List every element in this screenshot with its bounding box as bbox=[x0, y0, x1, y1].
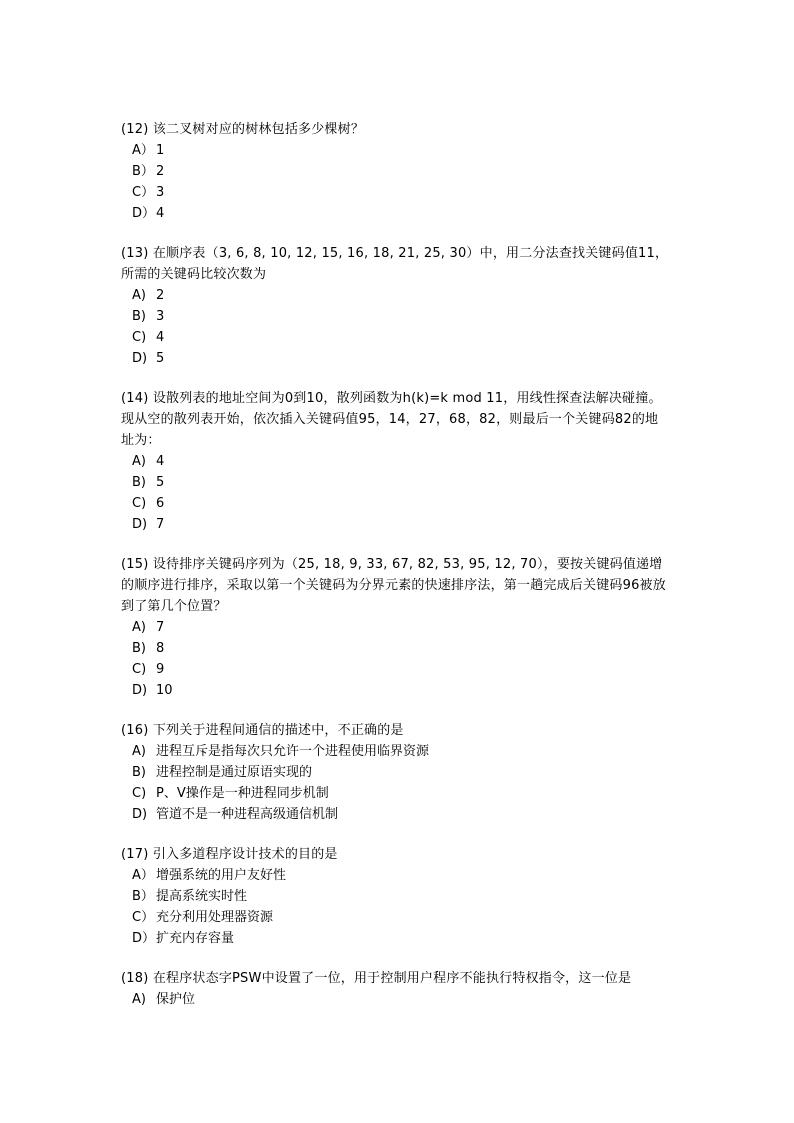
option-letter: D) bbox=[132, 517, 148, 532]
option-c bbox=[132, 907, 669, 928]
option-text: 4 bbox=[156, 454, 165, 469]
option-c bbox=[132, 659, 669, 680]
option-a bbox=[132, 865, 669, 886]
question-stem: (15) 设待排序关键码序列为（25, 18, 9, 33, 67, 82, 53, 95, 12, 70），要按关键码值递增的顺序进行排序，采取以第一个关键码为分界元素的快速排序法，第一趟完成后关键码96被放到了第几个位置？ bbox=[121, 557, 666, 614]
option-c bbox=[132, 182, 669, 203]
option-b bbox=[132, 886, 669, 907]
option-letter: B) bbox=[132, 765, 146, 780]
option-letter: C) bbox=[132, 330, 147, 345]
option-list bbox=[121, 617, 669, 701]
question-14 bbox=[121, 388, 669, 535]
option-a bbox=[132, 285, 669, 306]
option-list bbox=[121, 285, 669, 369]
option-text: 1 bbox=[156, 143, 165, 158]
option-text: 进程控制是通过原语实现的 bbox=[156, 765, 313, 780]
option-text: 6 bbox=[156, 496, 165, 511]
option-letter: A） bbox=[132, 868, 154, 883]
question-15 bbox=[121, 554, 669, 701]
option-letter: A） bbox=[132, 143, 154, 158]
option-text: 2 bbox=[156, 288, 165, 303]
option-a bbox=[132, 989, 669, 1010]
option-text: 4 bbox=[156, 206, 165, 221]
option-text: 10 bbox=[156, 683, 173, 698]
option-text: 7 bbox=[156, 517, 165, 532]
option-letter: D) bbox=[132, 351, 148, 366]
option-letter: C) bbox=[132, 786, 147, 801]
option-text: 8 bbox=[156, 641, 165, 656]
option-list bbox=[121, 865, 669, 949]
option-letter: A) bbox=[132, 744, 146, 759]
option-b bbox=[132, 762, 669, 783]
option-c bbox=[132, 783, 669, 804]
option-b bbox=[132, 161, 669, 182]
option-d bbox=[132, 804, 669, 825]
option-letter: D) bbox=[132, 807, 148, 822]
option-text: P、V操作是一种进程同步机制 bbox=[156, 786, 329, 801]
option-text: 5 bbox=[156, 351, 165, 366]
option-text: 增强系统的用户友好性 bbox=[156, 868, 287, 883]
option-list bbox=[121, 140, 669, 224]
option-b bbox=[132, 306, 669, 327]
option-text: 管道不是一种进程高级通信机制 bbox=[156, 807, 339, 822]
option-list bbox=[121, 989, 669, 1010]
option-c bbox=[132, 493, 669, 514]
option-a bbox=[132, 617, 669, 638]
option-c bbox=[132, 327, 669, 348]
option-a bbox=[132, 140, 669, 161]
option-text: 提高系统实时性 bbox=[156, 889, 248, 904]
option-letter: C） bbox=[132, 910, 155, 925]
option-letter: C） bbox=[132, 185, 155, 200]
option-text: 5 bbox=[156, 475, 165, 490]
option-letter: C) bbox=[132, 496, 147, 511]
option-text: 3 bbox=[156, 185, 165, 200]
option-letter: D) bbox=[132, 683, 148, 698]
question-13 bbox=[121, 243, 669, 369]
option-d bbox=[132, 928, 669, 949]
option-text: 2 bbox=[156, 164, 165, 179]
option-letter: A) bbox=[132, 454, 146, 469]
option-list bbox=[121, 741, 669, 825]
option-letter: A) bbox=[132, 992, 146, 1007]
option-list bbox=[121, 451, 669, 535]
option-text: 充分利用处理器资源 bbox=[156, 910, 274, 925]
question-stem: (14) 设散列表的地址空间为0到10，散列函数为h(k)=k mod 11，用线性探查法解决碰撞。现从空的散列表开始，依次插入关键码值95，14，27，68，82，则最后一个关键码82的地址为： bbox=[121, 391, 662, 448]
option-text: 4 bbox=[156, 330, 165, 345]
option-a bbox=[132, 451, 669, 472]
option-text: 9 bbox=[156, 662, 165, 677]
option-letter: B) bbox=[132, 309, 146, 324]
option-d bbox=[132, 348, 669, 369]
option-a bbox=[132, 741, 669, 762]
question-stem: (18) 在程序状态字PSW中设置了一位，用于控制用户程序不能执行特权指令，这一位是 bbox=[121, 971, 632, 986]
option-letter: B) bbox=[132, 475, 146, 490]
question-16 bbox=[121, 720, 669, 825]
option-b bbox=[132, 472, 669, 493]
question-stem: (16) 下列关于进程间通信的描述中，不正确的是 bbox=[121, 723, 404, 738]
option-text: 3 bbox=[156, 309, 165, 324]
option-letter: D） bbox=[132, 206, 156, 221]
option-letter: A) bbox=[132, 288, 146, 303]
option-letter: D） bbox=[132, 931, 156, 946]
option-text: 进程互斥是指每次只允许一个进程使用临界资源 bbox=[156, 744, 430, 759]
option-d bbox=[132, 680, 669, 701]
option-text: 扩充内存容量 bbox=[156, 931, 235, 946]
question-stem: (13) 在顺序表（3, 6, 8, 10, 12, 15, 16, 18, 21, 25, 30）中，用二分法查找关键码值11，所需的关键码比较次数为 bbox=[121, 246, 669, 282]
question-list bbox=[121, 119, 669, 1029]
option-letter: A) bbox=[132, 620, 146, 635]
option-letter: B) bbox=[132, 641, 146, 656]
question-stem: (17) 引入多道程序设计技术的目的是 bbox=[121, 847, 338, 862]
question-18 bbox=[121, 968, 669, 1010]
option-d bbox=[132, 514, 669, 535]
option-text: 7 bbox=[156, 620, 165, 635]
question-stem: (12) 该二叉树对应的树林包括多少棵树？ bbox=[121, 122, 365, 137]
question-12 bbox=[121, 119, 669, 224]
option-letter: B） bbox=[132, 889, 154, 904]
option-letter: B） bbox=[132, 164, 154, 179]
option-d bbox=[132, 203, 669, 224]
option-letter: C) bbox=[132, 662, 147, 677]
question-17 bbox=[121, 844, 669, 949]
option-text: 保护位 bbox=[156, 992, 196, 1007]
option-b bbox=[132, 638, 669, 659]
